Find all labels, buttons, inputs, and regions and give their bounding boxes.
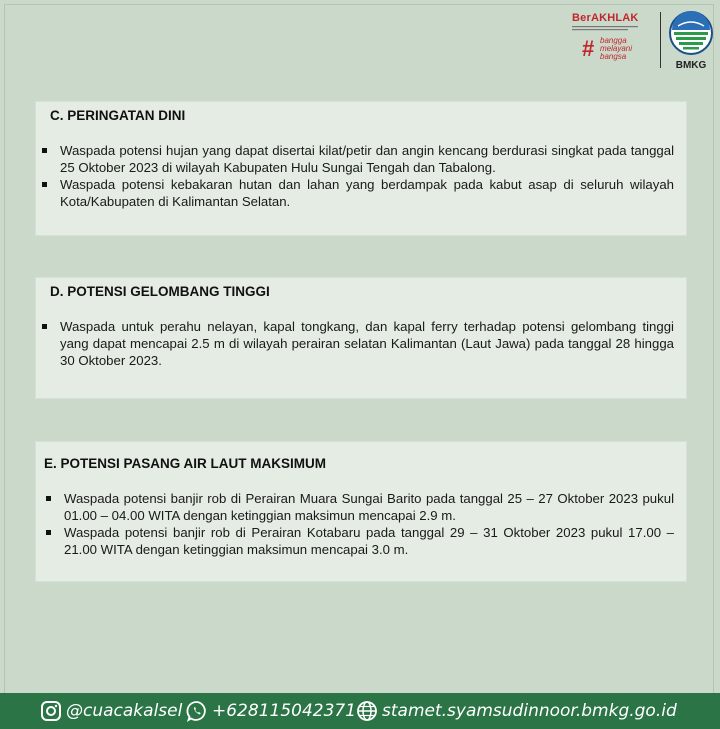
section-card-pasang-air-laut — [36, 442, 686, 581]
header-logos — [572, 8, 712, 74]
bmkg-label: BMKG — [675, 60, 707, 71]
berakhlak-logo — [572, 12, 654, 34]
list-item: Waspada potensi hujan yang dapat disertai kilat/petir dan angin kencang berdurasi singkat pada tanggal 25 Oktober 2023 di wilayah Kabupaten Hulu Sungai Tengah dan Tabalong. — [38, 142, 674, 176]
list-item: Waspada untuk perahu nelayan, kapal tongkang, dan kapal ferry terhadap potensi gelombang tinggi yang dapat mencapai 2.5 m di wilayah perairan selatan Kalimantan (Laut Jawa) pada tanggal 28 hingga 30 Oktober 2023. — [38, 318, 674, 369]
berakhlak-tagline-graphic — [572, 25, 654, 34]
whatsapp-number: +628115042371 — [212, 701, 357, 721]
section-card-gelombang-tinggi — [36, 278, 686, 398]
bangga-line-1: bangga — [600, 36, 627, 45]
hashtag-icon: # — [582, 36, 595, 61]
bullet-list — [42, 490, 674, 558]
instagram-handle: @cuacakalsel — [66, 701, 183, 721]
section-title: C. PERINGATAN DINI — [50, 108, 186, 123]
bullet-list — [38, 142, 674, 210]
bangga-line-3: bangsa — [600, 52, 627, 61]
website-url: stamet.syamsudinnoor.bmkg.go.id — [382, 701, 677, 721]
section-title: D. POTENSI GELOMBANG TINGGI — [50, 284, 270, 299]
list-item: Waspada potensi banjir rob di Perairan Kotabaru pada tanggal 29 – 31 Oktober 2023 pukul 17.00 – 21.00 WITA dengan ketinggian maksimun mencapai 3.0 m. — [42, 524, 674, 558]
list-item: Waspada potensi kebakaran hutan dan lahan yang berdampak pada kabut asap di seluruh wilayah Kota/Kabupaten di Kalimantan Selatan. — [38, 176, 674, 210]
instagram-icon — [40, 700, 62, 722]
section-card-peringatan-dini — [36, 102, 686, 235]
whatsapp-icon — [186, 700, 208, 722]
bangga-melayani-bangsa — [600, 37, 632, 61]
bangga-line-2: melayani — [600, 44, 633, 53]
bmkg-logo — [668, 10, 714, 74]
footer-whatsapp[interactable] — [186, 693, 356, 729]
section-title: E. POTENSI PASANG AIR LAUT MAKSIMUM — [44, 456, 327, 471]
logo-divider — [660, 12, 661, 68]
berakhlak-wordmark: BerAKHLAK — [572, 12, 639, 24]
footer-instagram[interactable] — [40, 693, 182, 729]
bmkg-emblem-icon — [668, 10, 714, 58]
footer-bar — [0, 693, 720, 729]
footer-website[interactable] — [356, 693, 677, 729]
list-item: Waspada potensi banjir rob di Perairan Muara Sungai Barito pada tanggal 25 – 27 Oktober 2023 pukul 01.00 – 04.00 WITA dengan ketinggian maksimun mencapai 2.9 m. — [42, 490, 674, 524]
bullet-list — [38, 318, 674, 369]
globe-icon — [356, 700, 378, 722]
